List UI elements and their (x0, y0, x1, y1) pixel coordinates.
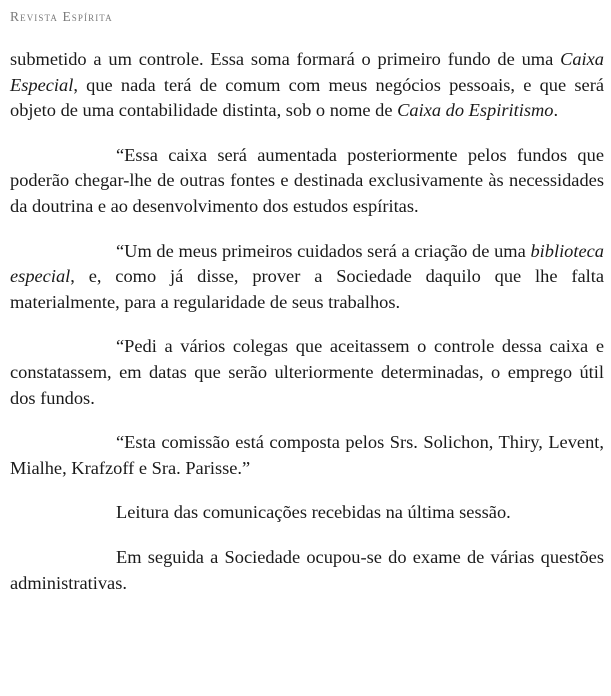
italic-term-caixa-do-espiritismo: Caixa do Espiritismo (397, 100, 554, 121)
paragraph-leitura: Leitura das comunicações recebidas na última sessão. (116, 502, 511, 523)
paragraph-caixa-aumentada: “Essa caixa será aumentada posteriormente pelos fundos que poderão chegar-lhe de outras fontes e destinada exclusivamente às necessidades da doutrina e ao desenvolvimento dos estudos espíritas. (10, 144, 604, 216)
running-header: Revista Espírita (10, 9, 113, 24)
paragraph-comissao: “Esta comissão está composta pelos Srs. Solichon, Thiry, Levent, Mialhe, Krafzoff e Sra. Parisse.” (10, 432, 604, 478)
text-run: submetido a um controle. Essa soma formará o primeiro fundo de uma (10, 49, 561, 69)
paragraph-questoes: Em seguida a Sociedade ocupou-se do exame de várias questões administrativas. (10, 546, 604, 593)
paragraph-colegas: “Pedi a vários colegas que aceitassem o controle dessa caixa e constatassem, em datas que serão ulteriormente determinadas, o emprego útil dos fundos. (10, 336, 604, 408)
paragraph-biblioteca (10, 239, 604, 316)
paragraph-caixa-especial (10, 47, 604, 124)
text-run: “Um de meus primeiros cuidados será a criação de uma (116, 240, 531, 261)
italic-term-biblioteca-especial: biblioteca especial (10, 240, 604, 287)
text-run: , que nada terá de comum com meus negócios pessoais, e que será objeto de uma contabilidade distinta, sob o nome de (10, 74, 604, 121)
text-run: . (553, 100, 559, 121)
italic-term-caixa-especial: Caixa Especial (10, 49, 604, 95)
body-text (10, 47, 604, 596)
text-run: , e, como já disse, prover a Sociedade daquilo que lhe falta materialmente, para a regularidade de seus trabalhos. (10, 266, 604, 312)
